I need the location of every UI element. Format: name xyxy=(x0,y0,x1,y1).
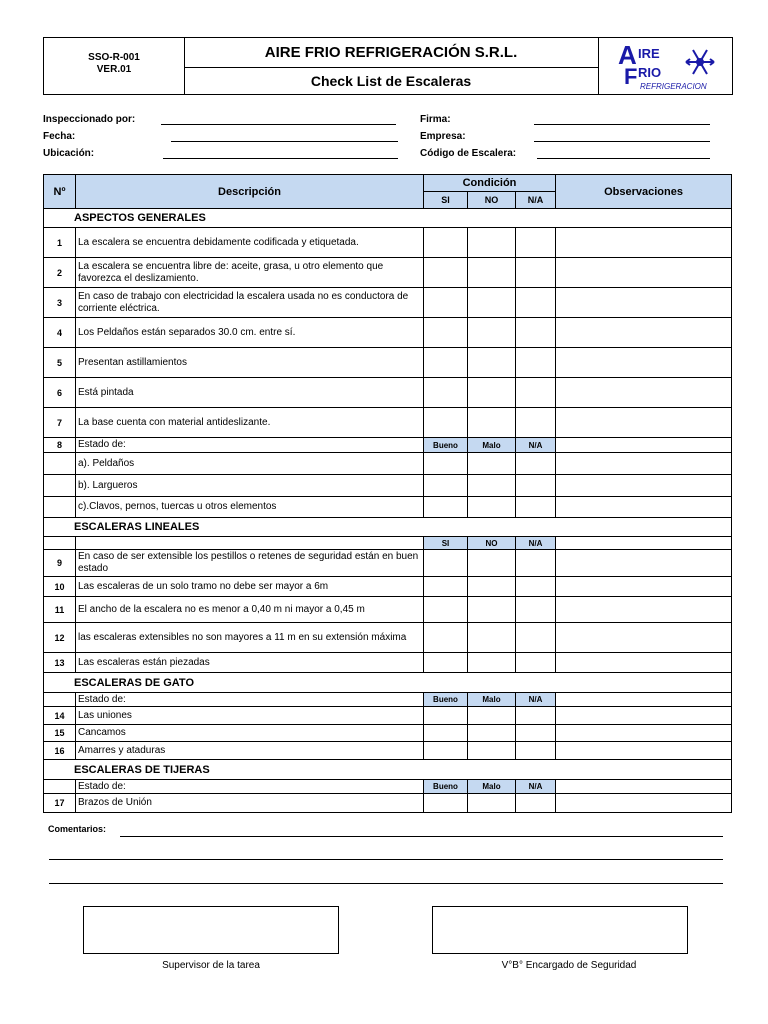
checkbox-cell[interactable] xyxy=(468,228,516,258)
row-number: 14 xyxy=(44,707,76,725)
table-row xyxy=(44,453,732,475)
checkbox-cell[interactable] xyxy=(556,258,732,288)
checkbox-cell[interactable] xyxy=(516,348,556,378)
checkbox-cell[interactable] xyxy=(424,288,468,318)
checkbox-cell[interactable] xyxy=(468,288,516,318)
checkbox-cell[interactable] xyxy=(468,653,516,673)
checkbox-cell xyxy=(44,475,76,497)
checkbox-cell[interactable] xyxy=(556,408,732,438)
company-field[interactable] xyxy=(534,141,710,142)
checkbox-cell[interactable] xyxy=(424,597,468,623)
row-number: 4 xyxy=(44,318,76,348)
checkbox-cell[interactable] xyxy=(556,725,732,742)
checkbox-cell[interactable] xyxy=(556,653,732,673)
table-row xyxy=(44,378,732,408)
company-name: AIRE FRIO REFRIGERACIÓN S.R.L. xyxy=(184,38,598,68)
checkbox-cell[interactable] xyxy=(516,453,556,475)
table-row xyxy=(44,693,732,707)
checkbox-cell[interactable] xyxy=(468,623,516,653)
checkbox-cell[interactable] xyxy=(556,288,732,318)
checkbox-cell[interactable] xyxy=(424,378,468,408)
checkbox-cell[interactable] xyxy=(516,794,556,813)
logo-line2: RIO xyxy=(638,65,662,80)
table-row xyxy=(44,725,732,742)
comments-label: Comentarios: xyxy=(48,824,107,834)
row-description: Está pintada xyxy=(76,378,424,408)
checkbox-cell[interactable] xyxy=(424,453,468,475)
checkbox-cell[interactable] xyxy=(556,742,732,760)
checkbox-cell[interactable] xyxy=(424,318,468,348)
location-label: Ubicación: xyxy=(43,148,95,159)
checkbox-cell xyxy=(556,780,732,794)
condition-subheader: Malo xyxy=(468,780,516,794)
checkbox-cell[interactable] xyxy=(468,577,516,597)
condition-subheader: N/A xyxy=(516,780,556,794)
doc-version: VER.01 xyxy=(96,64,132,75)
table-row xyxy=(44,348,732,378)
checkbox-cell[interactable] xyxy=(556,550,732,577)
row-description: Las escaleras están piezadas xyxy=(76,653,424,673)
logo-line1: IRE xyxy=(638,46,660,61)
checkbox-cell[interactable] xyxy=(516,318,556,348)
checkbox-cell[interactable] xyxy=(516,577,556,597)
supervisor-signature-box[interactable] xyxy=(83,906,339,954)
security-signature-box[interactable] xyxy=(432,906,688,954)
col-cond-header: Condición xyxy=(424,175,556,192)
table-row xyxy=(44,497,732,518)
checklist-table xyxy=(43,174,732,813)
condition-subheader: Malo xyxy=(468,438,516,453)
table-row xyxy=(44,228,732,258)
checkbox-cell[interactable] xyxy=(468,318,516,348)
doc-code: SSO-R-001 xyxy=(88,52,140,63)
row-number: 3 xyxy=(44,288,76,318)
table-row xyxy=(44,577,732,597)
col-na-header: N/A xyxy=(516,192,556,209)
section-gato: ESCALERAS DE GATO xyxy=(44,673,732,693)
checkbox-cell[interactable] xyxy=(516,653,556,673)
table-row xyxy=(44,288,732,318)
date-field[interactable] xyxy=(171,141,398,142)
table-row xyxy=(44,707,732,725)
section-tijeras: ESCALERAS DE TIJERAS xyxy=(44,760,732,780)
checkbox-cell[interactable] xyxy=(424,475,468,497)
supervisor-label: Supervisor de la tarea xyxy=(162,960,260,971)
title-box xyxy=(184,38,599,94)
checkbox-cell xyxy=(44,453,76,475)
checkbox-cell[interactable] xyxy=(556,348,732,378)
signature-field[interactable] xyxy=(534,124,710,125)
condition-subheader: Bueno xyxy=(424,693,468,707)
row-description: a). Peldaños xyxy=(76,453,424,475)
checkbox-cell[interactable] xyxy=(556,623,732,653)
condition-subheader: SI xyxy=(424,537,468,550)
checkbox-cell xyxy=(76,537,424,550)
ladder-code-label: Código de Escalera: xyxy=(420,148,517,159)
row-description: La base cuenta con material antideslizante. xyxy=(76,408,424,438)
table-row xyxy=(44,742,732,760)
checkbox-cell[interactable] xyxy=(516,497,556,518)
row-description: Amarres y ataduras xyxy=(76,742,424,760)
row-description: En caso de trabajo con electricidad la escalera usada no es conductora de corriente eléctrica. xyxy=(76,288,424,318)
checkbox-cell[interactable] xyxy=(556,378,732,408)
checkbox-cell[interactable] xyxy=(424,258,468,288)
form-header xyxy=(43,37,733,95)
col-si-header: SI xyxy=(424,192,468,209)
section-lineales: ESCALERAS LINEALES xyxy=(44,518,732,537)
checkbox-cell[interactable] xyxy=(424,550,468,577)
inspected-by-field[interactable] xyxy=(161,124,396,125)
row-number: 8 xyxy=(44,438,76,453)
checkbox-cell[interactable] xyxy=(516,623,556,653)
checkbox-cell[interactable] xyxy=(516,228,556,258)
checkbox-cell[interactable] xyxy=(556,794,732,813)
checkbox-cell[interactable] xyxy=(516,597,556,623)
row-number: 1 xyxy=(44,228,76,258)
row-description: La escalera se encuentra debidamente codificada y etiquetada. xyxy=(76,228,424,258)
checkbox-cell[interactable] xyxy=(424,623,468,653)
row-number: 9 xyxy=(44,550,76,577)
checkbox-cell[interactable] xyxy=(424,794,468,813)
row-description: c).Clavos, pernos, tuercas u otros elementos xyxy=(76,497,424,518)
checkbox-cell[interactable] xyxy=(516,408,556,438)
checkbox-cell[interactable] xyxy=(468,378,516,408)
checkbox-cell xyxy=(44,693,76,707)
checkbox-cell[interactable] xyxy=(468,794,516,813)
table-row xyxy=(44,794,732,813)
row-description: Las escaleras de un solo tramo no debe ser mayor a 6m xyxy=(76,577,424,597)
checkbox-cell[interactable] xyxy=(516,550,556,577)
checkbox-cell[interactable] xyxy=(556,228,732,258)
row-number: 5 xyxy=(44,348,76,378)
ladder-code-field[interactable] xyxy=(537,158,710,159)
checkbox-cell[interactable] xyxy=(468,742,516,760)
table-row xyxy=(44,408,732,438)
checkbox-cell[interactable] xyxy=(424,497,468,518)
table-row xyxy=(44,623,732,653)
checkbox-cell[interactable] xyxy=(516,378,556,408)
company-label: Empresa: xyxy=(420,131,466,142)
checkbox-cell[interactable] xyxy=(468,725,516,742)
row-description: b). Largueros xyxy=(76,475,424,497)
table-row xyxy=(44,475,732,497)
col-desc-header: Descripción xyxy=(76,175,424,209)
condition-subheader: Malo xyxy=(468,693,516,707)
checkbox-cell xyxy=(44,537,76,550)
col-no-cond-header: NO xyxy=(468,192,516,209)
checkbox-cell[interactable] xyxy=(424,577,468,597)
row-description: Estado de: xyxy=(76,693,424,707)
checkbox-cell[interactable] xyxy=(424,408,468,438)
row-description: En caso de ser extensible los pestillos o retenes de seguridad están en buen estado xyxy=(76,550,424,577)
table-row xyxy=(44,597,732,623)
checkbox-cell xyxy=(556,537,732,550)
row-number: 15 xyxy=(44,725,76,742)
checkbox-cell[interactable] xyxy=(556,707,732,725)
checkbox-cell[interactable] xyxy=(468,597,516,623)
checkbox-cell[interactable] xyxy=(468,453,516,475)
table-row xyxy=(44,550,732,577)
checkbox-cell[interactable] xyxy=(424,653,468,673)
row-description: las escaleras extensibles no son mayores a 11 m en su extensión máxima xyxy=(76,623,424,653)
comments-line-1[interactable] xyxy=(120,836,723,837)
checkbox-cell xyxy=(44,780,76,794)
condition-subheader: Bueno xyxy=(424,780,468,794)
table-row xyxy=(44,780,732,794)
condition-subheader: N/A xyxy=(516,693,556,707)
table-row xyxy=(44,318,732,348)
checkbox-cell[interactable] xyxy=(468,550,516,577)
section-generales: ASPECTOS GENERALES xyxy=(44,209,732,228)
checkbox-cell xyxy=(44,497,76,518)
doc-code-box xyxy=(44,38,185,94)
row-number: 10 xyxy=(44,577,76,597)
col-no-header: Nº xyxy=(44,175,76,209)
row-description: Estado de: xyxy=(76,780,424,794)
company-logo xyxy=(600,40,730,92)
location-field[interactable] xyxy=(163,158,398,159)
row-number: 12 xyxy=(44,623,76,653)
table-row xyxy=(44,537,732,550)
logo-letter-a: A xyxy=(618,40,637,70)
condition-subheader: N/A xyxy=(516,438,556,453)
table-row xyxy=(44,438,732,453)
inspected-by-label: Inspeccionado por: xyxy=(43,114,136,125)
checkbox-cell[interactable] xyxy=(468,497,516,518)
row-number: 13 xyxy=(44,653,76,673)
row-number: 17 xyxy=(44,794,76,813)
date-label: Fecha: xyxy=(43,131,76,142)
condition-subheader: N/A xyxy=(516,537,556,550)
checkbox-cell[interactable] xyxy=(556,597,732,623)
checkbox-cell[interactable] xyxy=(468,475,516,497)
checkbox-cell[interactable] xyxy=(556,318,732,348)
security-label: V°B° Encargado de Seguridad xyxy=(501,960,637,971)
checkbox-cell[interactable] xyxy=(516,742,556,760)
checkbox-cell[interactable] xyxy=(468,348,516,378)
row-description: Las uniones xyxy=(76,707,424,725)
checkbox-cell[interactable] xyxy=(556,577,732,597)
condition-subheader: Bueno xyxy=(424,438,468,453)
row-number: 7 xyxy=(44,408,76,438)
row-description: Cancamos xyxy=(76,725,424,742)
checkbox-cell[interactable] xyxy=(424,725,468,742)
checkbox-cell[interactable] xyxy=(468,258,516,288)
condition-subheader: NO xyxy=(468,537,516,550)
row-description: Brazos de Unión xyxy=(76,794,424,813)
comments-line-2[interactable] xyxy=(49,859,723,860)
form-title: Check List de Escaleras xyxy=(310,73,472,89)
signature-label: Firma: xyxy=(420,114,451,125)
checkbox-cell[interactable] xyxy=(516,258,556,288)
row-number: 11 xyxy=(44,597,76,623)
row-number: 16 xyxy=(44,742,76,760)
checkbox-cell[interactable] xyxy=(516,288,556,318)
row-description: La escalera se encuentra libre de: aceite, grasa, u otro elemento que favorezca el deslizamiento. xyxy=(76,258,424,288)
comments-line-3[interactable] xyxy=(49,883,723,884)
col-obs-header: Observaciones xyxy=(556,175,732,209)
checkbox-cell[interactable] xyxy=(556,475,732,497)
checkbox-cell[interactable] xyxy=(516,707,556,725)
checkbox-cell[interactable] xyxy=(468,707,516,725)
checkbox-cell[interactable] xyxy=(516,475,556,497)
logo-letter-f: F xyxy=(624,64,638,89)
checkbox-cell[interactable] xyxy=(556,497,732,518)
row-description: El ancho de la escalera no es menor a 0,40 m ni mayor a 0,45 m xyxy=(76,597,424,623)
logo-line3: REFRIGERACION xyxy=(640,82,707,91)
snowflake-icon xyxy=(686,50,714,74)
checkbox-cell[interactable] xyxy=(424,348,468,378)
row-number: 6 xyxy=(44,378,76,408)
checkbox-cell[interactable] xyxy=(556,453,732,475)
checkbox-cell[interactable] xyxy=(424,228,468,258)
row-number: 2 xyxy=(44,258,76,288)
checkbox-cell xyxy=(556,438,732,453)
row-description: Presentan astillamientos xyxy=(76,348,424,378)
row-description: Estado de: xyxy=(76,438,424,453)
table-row xyxy=(44,258,732,288)
table-row xyxy=(44,653,732,673)
checkbox-cell[interactable] xyxy=(424,742,468,760)
row-description: Los Peldaños están separados 30.0 cm. entre sí. xyxy=(76,318,424,348)
checkbox-cell xyxy=(556,693,732,707)
checkbox-cell[interactable] xyxy=(424,707,468,725)
checkbox-cell[interactable] xyxy=(516,725,556,742)
checkbox-cell[interactable] xyxy=(468,408,516,438)
